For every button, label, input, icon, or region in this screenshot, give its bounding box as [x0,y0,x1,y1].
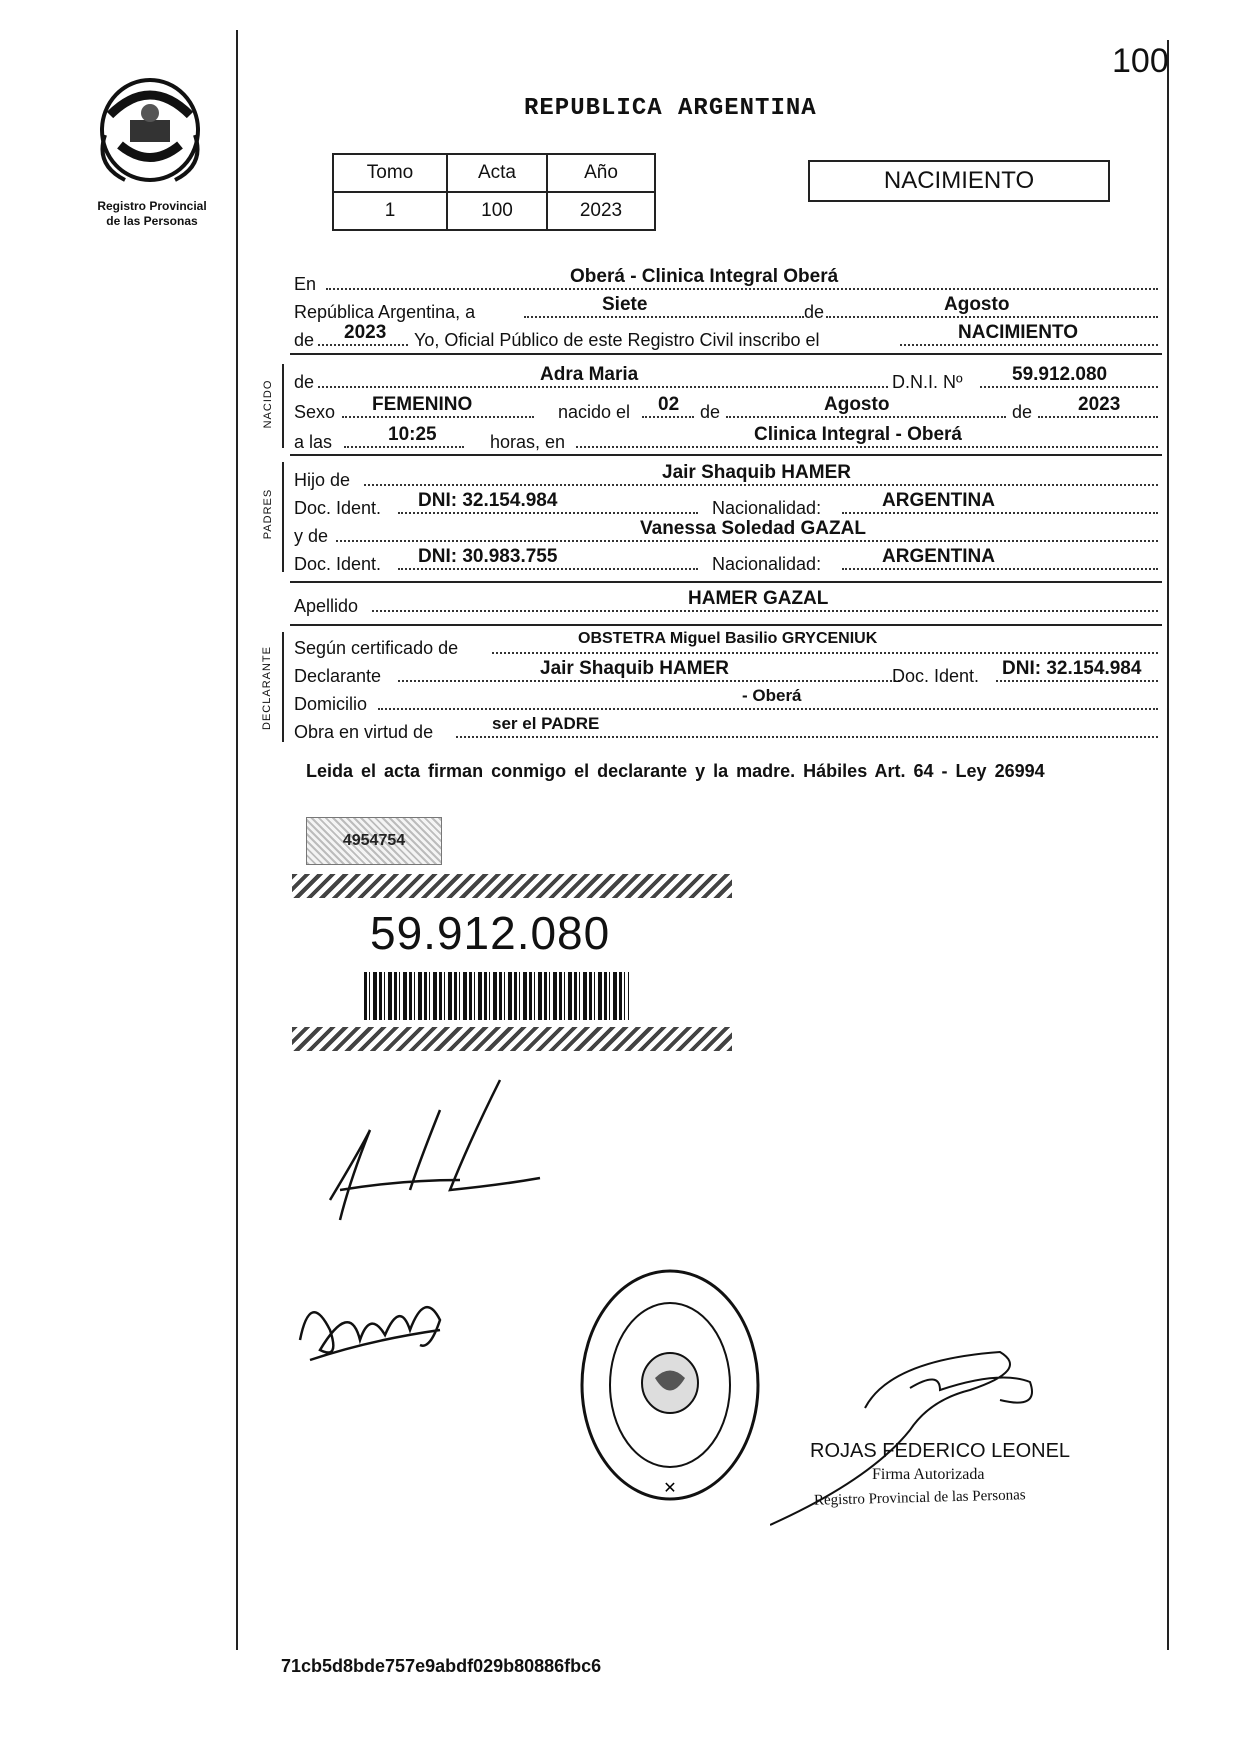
horas-en-label: horas, en [490,432,566,452]
anio-value: 2023 [344,322,387,343]
section-bar-padres [282,462,284,572]
closing-text: Leida el acta firman conmigo el declarante y la madre. Hábiles Art. 64 - Ley 26994 [306,761,1045,781]
left-margin-line [236,30,238,1650]
a-las-label: a las [294,432,333,452]
de-name-label: de [294,372,315,392]
apellido-label: Apellido [294,596,359,616]
dni-value: 59.912.080 [1012,364,1108,385]
madre-nac-value: ARGENTINA [882,546,995,567]
declarante-dni-value: DNI: 32.154.984 [1002,658,1142,679]
de-month-label: de [804,302,825,322]
acta-header: Acta [447,154,547,192]
yo-label: Yo, Oficial Público de este Registro Civil inscribo el [414,330,820,350]
nacido-block [292,360,1160,452]
security-stripe-top [292,874,732,898]
tomo-header: Tomo [333,154,447,192]
obra-label: Obra en virtud de [294,722,434,742]
nacionalidad-label: Nacionalidad: [712,498,822,518]
stamp-code [306,817,442,865]
dni-label: D.N.I. Nº [892,372,963,392]
sexo-value: FEMENINO [372,394,473,415]
en-label: En [294,274,317,294]
section-bar-nacido [282,364,284,448]
section-label-nacido: NACIDO [262,379,274,429]
acta-value: 100 [447,192,547,230]
mes-nac-value: Agosto [824,394,890,415]
mes-value: Agosto [944,294,1010,315]
stamp-code-text: 4954754 [307,818,441,864]
padre-value: Jair Shaquib HAMER [662,462,851,483]
certificado-value: OBSTETRA Miguel Basilio GRYCENIUK [578,630,878,647]
de3-label: de [1012,402,1033,422]
divider [290,581,1162,583]
section-label-declarante: DECLARANTE [261,646,273,730]
sexo-label: Sexo [294,402,336,422]
declarante-value: Jair Shaquib HAMER [540,658,729,679]
signer-org: Registro Provincial de las Personas [813,1487,1026,1509]
declarante-block [292,626,1160,748]
signer-name: ROJAS FEDERICO LEONEL [810,1440,1071,1462]
dia-value: 02 [658,394,680,415]
declarante-label: Declarante [294,666,382,686]
lugar-nac-value: Clinica Integral - Oberá [754,424,962,445]
domicilio-label: Domicilio [294,694,368,714]
nacido-el-label: nacido el [558,402,631,422]
lugar-value: Oberá - Clinica Integral Oberá [570,266,839,287]
tipo-value: NACIMIENTO [958,322,1078,343]
page-number: 100 [1112,42,1169,80]
padre-nac-value: ARGENTINA [882,490,995,511]
doc-type-box: NACIMIENTO [808,160,1110,202]
anio-nac-value: 2023 [1078,394,1121,415]
divider [290,353,1162,355]
signer-role: Firma Autorizada [872,1466,985,1483]
hora-value: 10:25 [388,424,437,445]
seal-caption-1: Registro Provincial [97,199,207,213]
madre-dni-value: DNI: 30.983.755 [418,546,558,567]
de2-label: de [700,402,721,422]
official-round-seal-icon [575,1263,765,1513]
hijo-de-label: Hijo de [294,470,351,490]
domicilio-value: - Oberá [742,686,802,705]
padres-block [292,458,1160,580]
dots [524,298,804,318]
section-bar-declarante [282,632,284,742]
big-number: 59.912.080 [370,907,611,959]
anio-header: Año [547,154,655,192]
doc-ident-label: Doc. Ident. [294,498,382,518]
security-stripe-bottom [292,1027,732,1051]
segun-label: Según certificado de [294,638,459,658]
de-year-label: de [294,330,315,350]
signature-declarante [300,1070,560,1255]
republica-label: República Argentina, a [294,302,476,322]
registration-block [292,262,1160,352]
divider [290,454,1162,456]
barcode [364,972,629,1020]
seal-caption-2: de las Personas [106,214,198,228]
apellido-block [292,584,1160,614]
section-label-padres: PADRES [262,488,274,540]
y-de-label: y de [294,526,329,546]
padre-dni-value: DNI: 32.154.984 [418,490,558,511]
record-table [332,153,656,231]
provincial-seal-icon [95,75,205,195]
anio-value: 2023 [547,192,655,230]
doc-ident-label-3: Doc. Ident. [892,666,980,686]
document-hash: 71cb5d8bde757e9abdf029b80886fbc6 [281,1656,602,1676]
madre-value: Vanessa Soledad GAZAL [640,518,866,539]
nombre-value: Adra Maria [540,364,639,385]
dia-letras-value: Siete [602,294,648,315]
country-title: REPUBLICA ARGENTINA [524,95,817,122]
svg-text:✕: ✕ [663,1480,677,1497]
signature-madre [290,1270,470,1385]
nacionalidad-label-2: Nacionalidad: [712,554,822,574]
obra-value: ser el PADRE [492,714,600,733]
apellido-value: HAMER GAZAL [688,588,829,609]
right-margin-line [1167,40,1169,1650]
doc-ident-label-2: Doc. Ident. [294,554,382,574]
tomo-value: 1 [333,192,447,230]
